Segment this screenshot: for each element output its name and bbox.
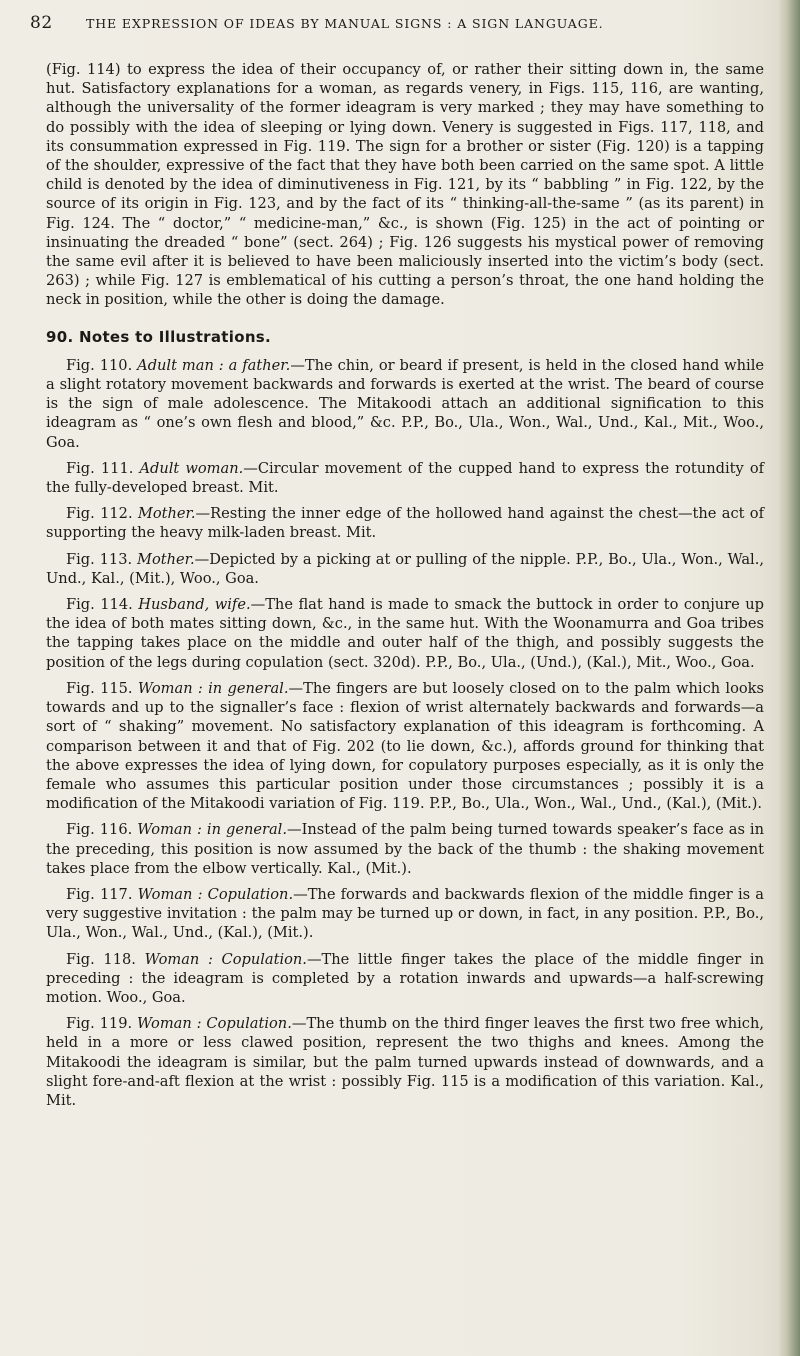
figure-description: —The chin, or beard if present, is held in the closed hand while a slight rotatory movement backwards and forwards is exerted at the wrist. The beard of course is the sign of male adolescence. The Mitakoodi attach an additional signification to this ideagram as “ one’s own flesh and blood,” &c. P.P., Bo., Ula., Won., Wal., Und., Kal., Mit., Woo., Goa. [46,356,765,451]
figure-ref: Fig. 119. [66,1015,138,1033]
figure-description: —Depicted by a picking at or pulling of the nipple. P.P., Bo., Ula., Won., Wal., Und., Kal., (Mit.), Woo., Goa. [46,550,764,587]
page-header [30,13,750,41]
figure-title: Husband, wife. [138,596,251,614]
figure-ref: Fig. 111. [66,459,140,477]
figure-description: —The fingers are but loosely closed on to the palm which looks towards and up to the signaller’s face : flexion of wrist alternately backwards and forwards—a sort of “ shaking” movement. No satisfactory explanation of this ideagram is forthcoming. A comparison between it and that of Fig. 202 (to lie down, &c.), affords ground for thinking that the above expresses the idea of lying down, for copulatory purposes especially, as it is only the female who assumes this particular position under those circumstances ; possibly it is a modification of the Mitakoodi variation of Fig. 119. P.P., Bo., Ula., Won., Wal., Und., (Kal.), (Mit.). [46,679,765,813]
figure-description: —The little finger takes the place of the middle finger in preceding : the ideagram is completed by a rotation inwards and upwards—a half-screwing motion. Woo., Goa. [46,950,764,1006]
figure-description: —Circular movement of the cupped hand to express the rotundity of the fully-developed breast. Mit. [46,459,765,497]
page-edge-shadow [778,0,800,1356]
section-heading: 90. Notes to Illustrations. [46,327,272,346]
figure-ref: Fig. 110. [66,356,138,374]
figure-note [46,550,764,588]
figure-description: —The forwards and backwards flexion of the middle finger is a very suggestive invitation : the palm may be turned up or down, in fact, in any position. P.P., Bo., Ula., Won., Wal., Und., (Kal.), (Mit.). [46,885,764,942]
figure-note [46,1014,764,1110]
figure-note [46,820,764,878]
figure-ref: Fig. 114. [66,596,139,614]
figure-note [46,356,764,452]
running-head: THE EXPRESSION OF IDEAS BY MANUAL SIGNS : A SIGN LANGUAGE. [86,16,604,31]
figure-note [46,504,764,542]
figure-ref: Fig. 118. [66,950,145,968]
figure-title: Adult woman. [139,459,244,477]
figure-title: Mother. [137,505,196,523]
figure-note [46,885,764,943]
figure-ref: Fig. 115. [66,679,138,697]
figure-title: Woman : in general. [137,821,287,839]
figure-title: Woman : Copulation. [137,885,294,903]
figure-title: Adult man : a father. [137,356,291,374]
figure-note [46,679,764,813]
figure-note [46,950,764,1008]
figure-ref: Fig. 113. [66,550,137,568]
page-body [46,60,764,1110]
intro-paragraph: (Fig. 114) to express the idea of their occupancy of, or rather their sitting down in, the same hut. Satisfactory explanations for a woman, as regards venery, in Figs. 115, 116, are wanting, although the universality of the former ideagram is very marked ; they may have something to do possibly with the idea of sleeping or lying down. Venery is suggested in Figs. 117, 118, and its consummation expressed in Fig. 119. The sign for a brother or sister (Fig. 120) is a tapping of the shoulder, expressive of the fact that they have both been carried on the same spot. A little child is denoted by the idea of diminutiveness in Fig. 121, by its “ babbling ” in Fig. 122, by the source of its origin in Fig. 123, and by the fact of its “ thinking-all-the-same ” (as its parent) in Fig. 124. The “ doctor,” “ medicine-man,” &c., is shown (Fig. 125) in the act of pointing or insinuating the dreaded “ bone” (sect. 264) ; Fig. 126 suggests his mystical power of removing the same evil after it is believed to have been maliciously inserted into the victim’s body (sect. 263) ; while Fig. 127 is emblematical of his cutting a person’s throat, the one hand holding the neck in position, while the other is doing the damage. [46,61,764,309]
figure-description: —The thumb on the third finger leaves the first two free which, held in a more or less clawed position, represent the two thighs and knees. Among the Mitakoodi the ideagram is similar, but the palm turned upwards instead of downwards, and a slight fore-and-aft flexion at the wrist : possibly Fig. 115 is a modification of this variation. Kal., Mit. [46,1015,765,1109]
figure-note [46,595,764,672]
figure-title: Woman : Copulation. [144,950,307,968]
figure-description: —Instead of the palm being turned towards speaker’s face as in the preceding, this position is now assumed by the back of the thumb : the shaking movement takes place from the elbow vertically. Kal., (Mit.). [46,821,764,877]
page-number: 82 [30,13,53,33]
figure-title: Woman : in general. [137,679,289,697]
notes-list [46,356,764,1110]
figure-ref: Fig. 116. [66,821,138,839]
figure-title: Mother. [137,550,195,568]
figure-ref: Fig. 112. [66,505,138,523]
figure-ref: Fig. 117. [66,885,138,903]
figure-description: —The flat hand is made to smack the buttock in order to conjure up the idea of both mates sitting down, &c., in the same hut. With the Woonamurra and Goa tribes the tapping takes place on the middle and outer half of the thigh, and possibly suggests the position of the legs during copulation (sect. 320d). P.P., Bo., Ula., (Und.), (Kal.), Mit., Woo., Goa. [46,596,764,671]
figure-title: Woman : Copulation. [137,1015,292,1033]
figure-note [46,459,764,497]
figure-description: —Resting the inner edge of the hollowed hand against the chest—the act of supporting the heavy milk-laden breast. Mit. [46,505,764,542]
